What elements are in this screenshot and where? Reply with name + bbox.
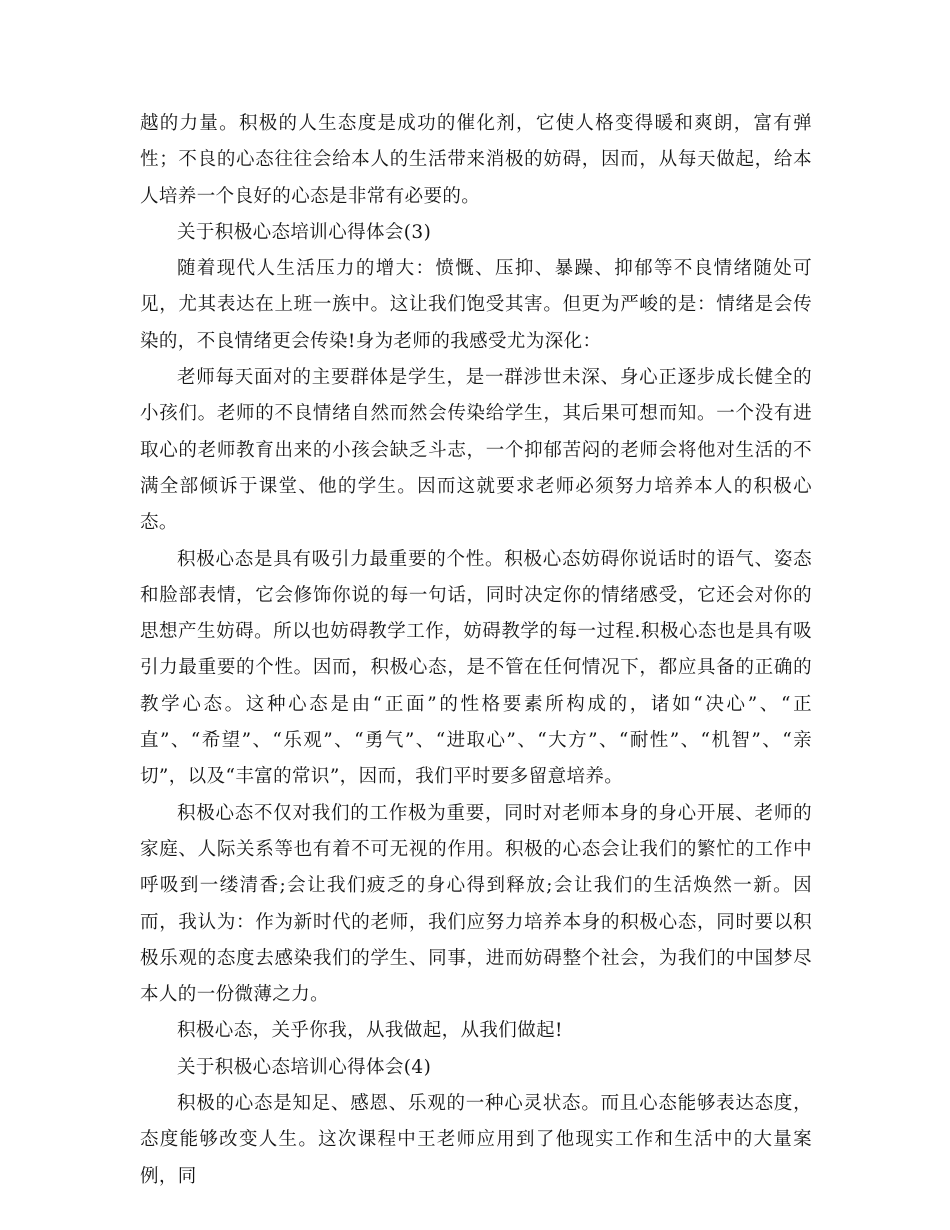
paragraph: 积极的心态是知足、感恩、乐观的一种心灵状态。而且心态能够表达态度，态度能够改变人生。这次课程中王老师应用到了他现实工作和生活中的大量案例，同 xyxy=(140,1093,812,1187)
paragraph: 积极心态，关乎你我，从我做起，从我们做起! xyxy=(177,1020,563,1042)
paragraph: 随着现代人生活压力的增大：愤慨、压抑、暴躁、抑郁等不良情绪随处可见，尤其表达在上班一族中。这让我们饱受其害。但更为严峻的是：情绪是会传染的，不良情绪更会传染!身为老师的我感受尤为深化： xyxy=(140,258,812,352)
paragraph: 积极心态不仅对我们的工作极为重要，同时对老师本身的身心开展、老师的家庭、人际关系等也有着不可无视的作用。积极的心态会让我们的繁忙的工作中呼吸到一缕清香;会让我们疲乏的身心得到释放;会让我们的生活焕然一新。因而，我认为：作为新时代的老师，我们应努力培养本身的积极心态，同时要以积极乐观的态度去感染我们的学生、同事，进而妨碍整个社会，为我们的中国梦尽本人的一份微薄之力。 xyxy=(140,802,812,1006)
section-heading-4: 关于积极心态培训心得体会(4) xyxy=(177,1056,432,1078)
paragraph: 老师每天面对的主要群体是学生，是一群涉世未深、身心正逐步成长健全的小孩们。老师的不良情绪自然而然会传染给学生，其后果可想而知。一个没有进取心的老师教育出来的小孩会缺乏斗志，一个抑郁苦闷的老师会将他对生活的不满全部倾诉于课堂、他的学生。因而这就要求老师必须努力培养本人的积极心态。 xyxy=(140,367,812,534)
paragraph-continued: 越的力量。积极的人生态度是成功的催化剂，它使人格变得暖和爽朗，富有弹性；不良的心态往往会给本人的生活带来消极的妨碍，因而，从每天做起，给本人培养一个良好的心态是非常有必要的。 xyxy=(140,113,812,207)
paragraph: 积极心态是具有吸引力最重要的个性。积极心态妨碍你说话时的语气、姿态和脸部表情，它会修饰你说的每一句话，同时决定你的情绪感受，它还会对你的思想产生妨碍。所以也妨碍教学工作，妨碍教学的每一过程.积极心态也是具有吸引力最重要的个性。因而，积极心态，是不管在任何情况下，都应具备的正确的教学心态。这种心态是由“正面”的性格要素所构成的，诸如“决心”、“正直”、“希望”、“乐观”、“勇气”、“进取心”、“大方”、“耐性”、“机智”、“亲切”，以及“丰富的常识”，因而，我们平时要多留意培养。 xyxy=(140,548,812,788)
section-heading-3: 关于积极心态培训心得体会(3) xyxy=(177,221,432,243)
document-body xyxy=(140,106,812,1195)
